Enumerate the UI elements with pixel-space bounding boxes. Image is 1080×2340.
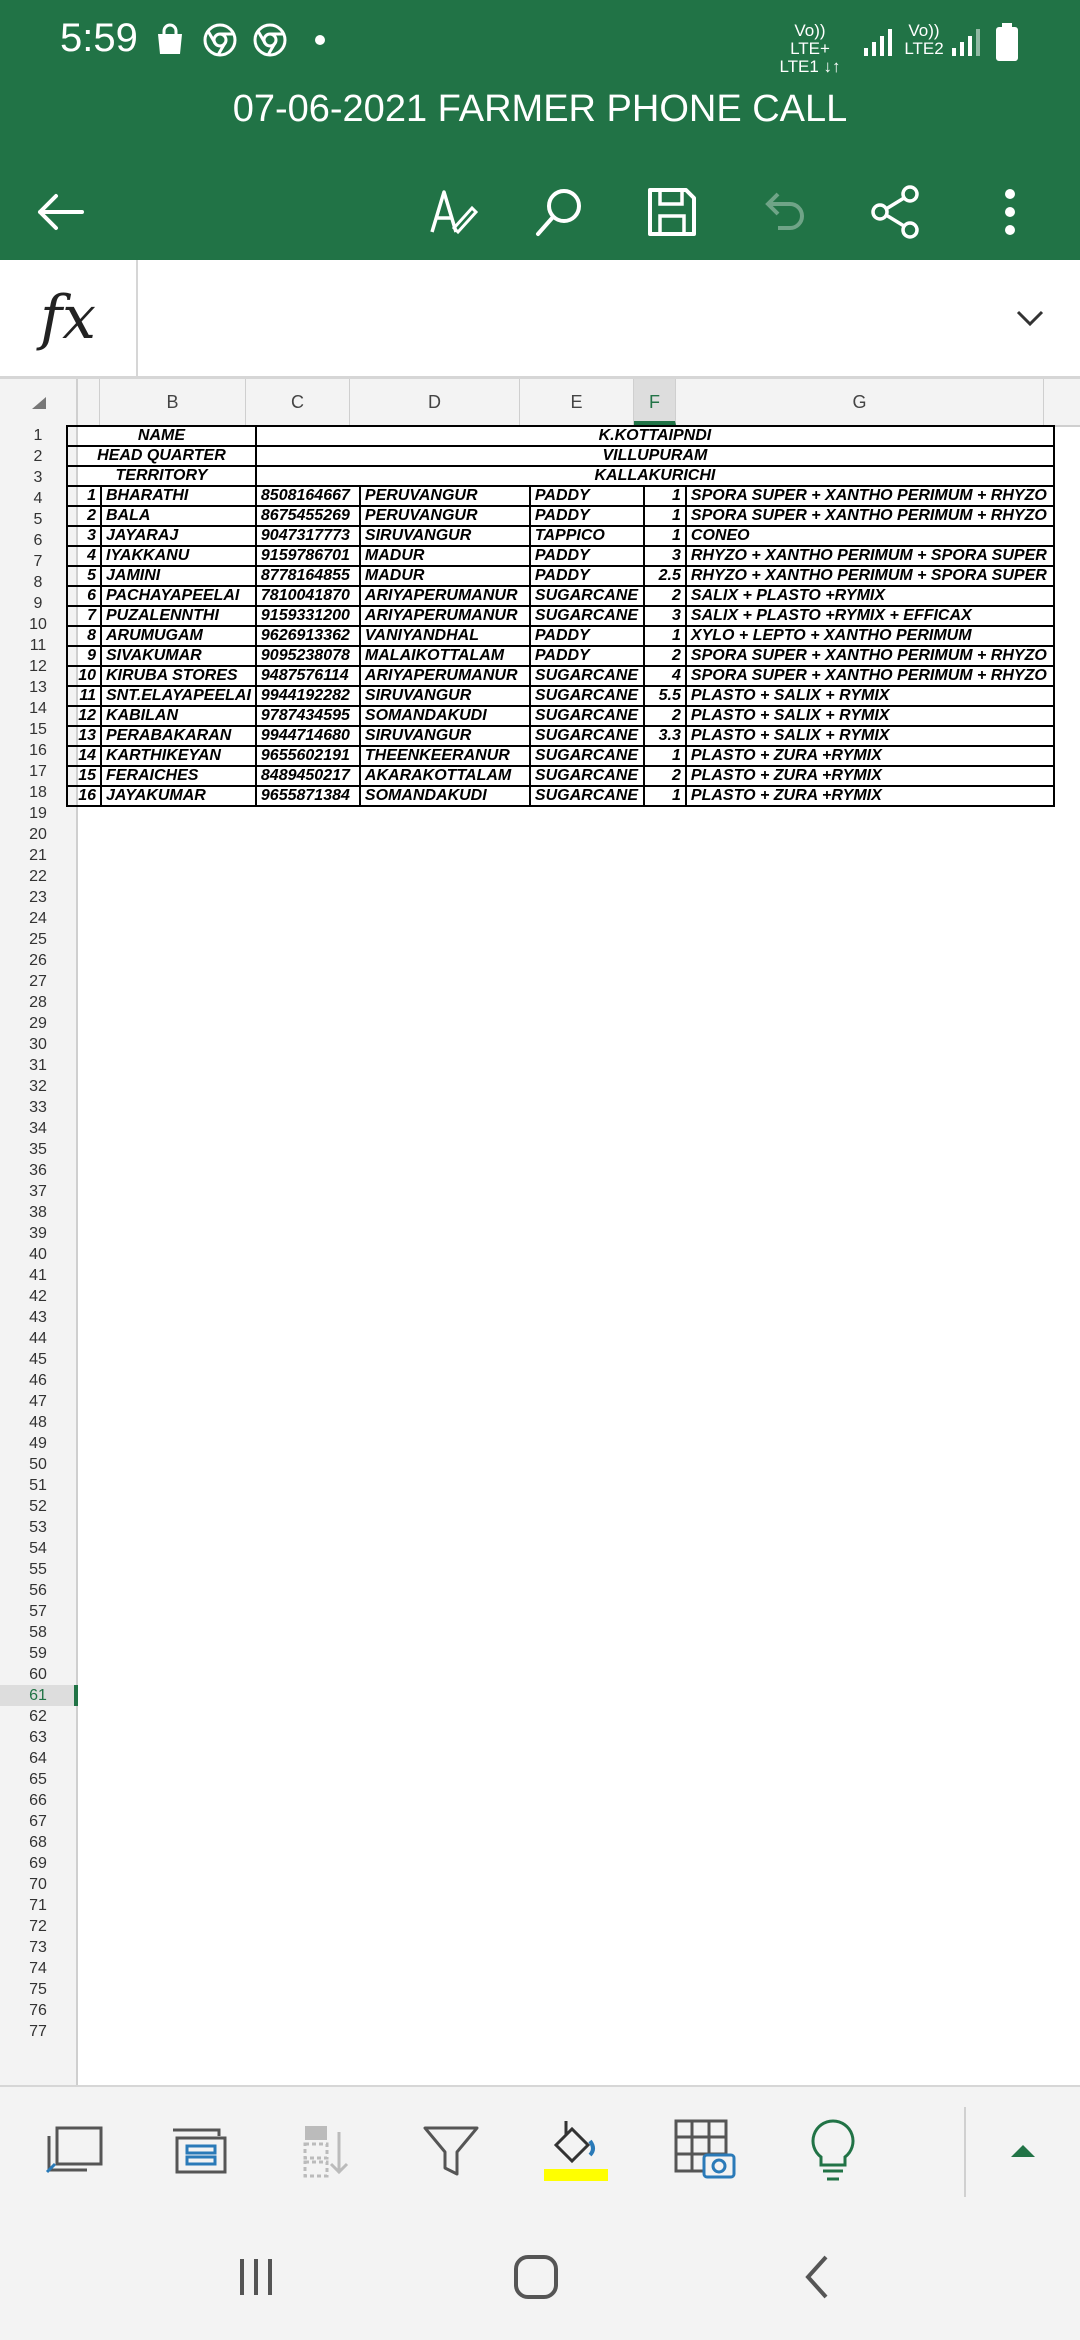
row-header[interactable]: 55 bbox=[29, 1561, 47, 1578]
sno-cell[interactable]: 15 bbox=[67, 766, 101, 786]
row-header[interactable]: 60 bbox=[29, 1666, 47, 1683]
status-bar bbox=[0, 0, 1080, 84]
sno-cell[interactable]: 1 bbox=[67, 486, 101, 506]
crop-cell[interactable]: PADDY bbox=[530, 566, 644, 586]
phone-cell[interactable]: 9655871384 bbox=[256, 786, 360, 806]
table-row bbox=[67, 566, 1054, 586]
row-header[interactable]: 69 bbox=[29, 1855, 47, 1872]
village-cell[interactable]: SOMANDAKUDI bbox=[360, 706, 530, 726]
document-title[interactable]: 07-06-2021 FARMER PHONE CALL bbox=[232, 88, 848, 130]
acre-cell[interactable]: 1 bbox=[644, 786, 686, 806]
phone-cell[interactable]: 8675455269 bbox=[256, 506, 360, 526]
chrome-icon bbox=[202, 22, 238, 58]
acre-cell[interactable]: 2 bbox=[644, 646, 686, 666]
village-cell[interactable]: MADUR bbox=[360, 566, 530, 586]
row-header[interactable]: 49 bbox=[29, 1435, 47, 1452]
search-button[interactable] bbox=[518, 170, 602, 254]
back-icon bbox=[798, 2252, 838, 2302]
name-cell[interactable]: JAMINI bbox=[101, 566, 256, 586]
phone-cell[interactable]: 8489450217 bbox=[256, 766, 360, 786]
row-header[interactable]: 27 bbox=[29, 973, 47, 990]
sno-cell[interactable]: 10 bbox=[67, 666, 101, 686]
village-cell[interactable]: ARIYAPERUMANUR bbox=[360, 586, 530, 606]
name-cell[interactable]: PERABAKARAN bbox=[101, 726, 256, 746]
sno-cell[interactable]: 3 bbox=[67, 526, 101, 546]
phone-cell[interactable]: 9487576114 bbox=[256, 666, 360, 686]
products-cell[interactable]: SPORA SUPER + XANTHO PERIMUM + RHYZO bbox=[686, 486, 1054, 506]
name-cell[interactable]: BHARATHI bbox=[101, 486, 256, 506]
products-cell[interactable]: PLASTO + SALIX + RYMIX bbox=[686, 726, 1054, 746]
table-row bbox=[67, 446, 1054, 466]
name-cell[interactable]: BALA bbox=[101, 506, 256, 526]
header-label-cell[interactable]: HEAD QUARTER bbox=[67, 446, 256, 466]
filter-button[interactable] bbox=[406, 2105, 496, 2195]
android-nav-bar bbox=[0, 2212, 1080, 2340]
ideas-lightbulb-icon bbox=[805, 2117, 861, 2183]
acre-cell[interactable]: 3 bbox=[644, 546, 686, 566]
sno-cell[interactable]: 8 bbox=[67, 626, 101, 646]
row-header[interactable]: 28 bbox=[29, 994, 47, 1011]
formula-bar bbox=[0, 260, 1080, 379]
acre-cell[interactable]: 1 bbox=[644, 506, 686, 526]
row-header[interactable]: 10 bbox=[29, 616, 47, 633]
row-header[interactable]: 29 bbox=[29, 1015, 47, 1032]
village-cell[interactable]: SIRUVANGUR bbox=[360, 726, 530, 746]
name-cell[interactable]: SNT.ELAYAPEELAI bbox=[101, 686, 256, 706]
insert-picture-button[interactable] bbox=[660, 2105, 750, 2195]
table-row bbox=[67, 466, 1054, 486]
sort-button[interactable] bbox=[280, 2105, 370, 2195]
name-cell[interactable]: KARTHIKEYAN bbox=[101, 746, 256, 766]
row-header[interactable]: 40 bbox=[29, 1246, 47, 1263]
products-cell[interactable]: PLASTO + SALIX + RYMIX bbox=[686, 686, 1054, 706]
sno-cell[interactable]: 6 bbox=[67, 586, 101, 606]
row-header[interactable]: 42 bbox=[29, 1288, 47, 1305]
sno-cell[interactable]: 2 bbox=[67, 506, 101, 526]
name-cell[interactable]: ARUMUGAM bbox=[101, 626, 256, 646]
phone-cell[interactable]: 9095238078 bbox=[256, 646, 360, 666]
crop-cell[interactable]: SUGARCANE bbox=[530, 766, 644, 786]
table-row bbox=[67, 666, 1054, 686]
row-header[interactable]: 2 bbox=[33, 448, 43, 465]
table-row bbox=[67, 506, 1054, 526]
village-cell[interactable]: ARIYAPERUMANUR bbox=[360, 666, 530, 686]
phone-cell[interactable]: 7810041870 bbox=[256, 586, 360, 606]
row-header[interactable]: 1 bbox=[33, 427, 43, 444]
table-row bbox=[67, 766, 1054, 786]
save-button[interactable] bbox=[630, 170, 714, 254]
products-cell[interactable]: XYLO + LEPTO + XANTHO PERIMUM bbox=[686, 626, 1054, 646]
name-cell[interactable]: PACHAYAPEELAI bbox=[101, 586, 256, 606]
table-row bbox=[67, 706, 1054, 726]
row-header[interactable]: 58 bbox=[29, 1624, 47, 1641]
crop-cell[interactable]: PADDY bbox=[530, 486, 644, 506]
crop-cell[interactable]: SUGARCANE bbox=[530, 726, 644, 746]
battery-icon bbox=[994, 22, 1020, 62]
row-header[interactable]: 74 bbox=[29, 1960, 47, 1977]
fill-color-button[interactable] bbox=[532, 2105, 622, 2195]
row-header[interactable]: 21 bbox=[29, 847, 47, 864]
insert-picture-icon bbox=[670, 2117, 740, 2183]
acre-cell[interactable]: 2 bbox=[644, 586, 686, 606]
name-cell[interactable]: SIVAKUMAR bbox=[101, 646, 256, 666]
crop-cell[interactable]: SUGARCANE bbox=[530, 586, 644, 606]
row-header[interactable]: 35 bbox=[29, 1141, 47, 1158]
recent-apps-button[interactable] bbox=[216, 2242, 296, 2312]
name-cell[interactable]: KIRUBA STORES bbox=[101, 666, 256, 686]
row-header[interactable]: 14 bbox=[29, 700, 47, 717]
home-icon bbox=[511, 2252, 561, 2302]
more-vertical-icon bbox=[1000, 184, 1020, 240]
row-header[interactable]: 70 bbox=[29, 1876, 47, 1893]
freeze-panes-button[interactable] bbox=[30, 2105, 120, 2195]
save-icon bbox=[644, 184, 700, 240]
row-header[interactable]: 66 bbox=[29, 1792, 47, 1809]
share-icon bbox=[868, 184, 924, 240]
row-header[interactable]: 6 bbox=[33, 532, 43, 549]
spreadsheet-grid[interactable] bbox=[0, 379, 1080, 2085]
row-header[interactable]: 62 bbox=[29, 1708, 47, 1725]
row-header[interactable]: 19 bbox=[29, 805, 47, 822]
products-cell[interactable]: SALIX + PLASTO +RYMIX + EFFICAX bbox=[686, 606, 1054, 626]
name-cell[interactable]: PUZALENNTHI bbox=[101, 606, 256, 626]
row-header[interactable]: 7 bbox=[33, 553, 43, 570]
recent-apps-icon bbox=[234, 2255, 278, 2299]
app-title-bar bbox=[0, 84, 1080, 260]
column-header-g[interactable]: G bbox=[676, 379, 1044, 425]
row-header[interactable]: 34 bbox=[29, 1120, 47, 1137]
back-arrow-icon bbox=[32, 190, 88, 234]
sim1-network bbox=[778, 22, 842, 76]
chevron-down-icon[interactable] bbox=[1010, 298, 1050, 338]
table-row bbox=[67, 686, 1054, 706]
table-row bbox=[67, 586, 1054, 606]
row-header[interactable]: 52 bbox=[29, 1498, 47, 1515]
table-row bbox=[67, 786, 1054, 806]
crop-cell[interactable]: SUGARCANE bbox=[530, 686, 644, 706]
undo-icon bbox=[756, 184, 812, 240]
name-cell[interactable]: FERAICHES bbox=[101, 766, 256, 786]
row-header[interactable]: 57 bbox=[29, 1603, 47, 1620]
products-cell[interactable]: PLASTO + ZURA +RYMIX bbox=[686, 786, 1054, 806]
products-cell[interactable]: PLASTO + ZURA +RYMIX bbox=[686, 746, 1054, 766]
nav-back-button[interactable] bbox=[778, 2242, 858, 2312]
row-header[interactable]: 16 bbox=[29, 742, 47, 759]
row-header[interactable]: 30 bbox=[29, 1036, 47, 1053]
fill-color-icon bbox=[542, 2117, 612, 2183]
acre-cell[interactable]: 3 bbox=[644, 606, 686, 626]
row-header[interactable]: 25 bbox=[29, 931, 47, 948]
row-header[interactable]: 54 bbox=[29, 1540, 47, 1557]
row-header[interactable]: 76 bbox=[29, 2002, 47, 2019]
phone-cell[interactable]: 9655602191 bbox=[256, 746, 360, 766]
table-row bbox=[67, 486, 1054, 506]
home-button[interactable] bbox=[496, 2242, 576, 2312]
sno-cell[interactable]: 4 bbox=[67, 546, 101, 566]
village-cell[interactable]: VANIYANDHAL bbox=[360, 626, 530, 646]
row-header[interactable]: 8 bbox=[33, 574, 43, 591]
crop-cell[interactable]: SUGARCANE bbox=[530, 706, 644, 726]
header-value-cell[interactable]: K.KOTTAIPNDI bbox=[256, 426, 1054, 446]
column-header-b[interactable]: B bbox=[100, 379, 246, 425]
sno-cell[interactable]: 5 bbox=[67, 566, 101, 586]
acre-cell[interactable]: 3.3 bbox=[644, 726, 686, 746]
header-value-cell[interactable]: VILLUPURAM bbox=[256, 446, 1054, 466]
undo-button[interactable] bbox=[742, 170, 826, 254]
village-cell[interactable]: AKARAKOTTALAM bbox=[360, 766, 530, 786]
sim1-top-label: Vo)) LTE+ bbox=[790, 21, 830, 58]
row-header[interactable]: 36 bbox=[29, 1162, 47, 1179]
phone-cell[interactable]: 9944714680 bbox=[256, 726, 360, 746]
sheets-icon bbox=[167, 2122, 231, 2178]
products-cell[interactable]: SPORA SUPER + XANTHO PERIMUM + RHYZO bbox=[686, 506, 1054, 526]
products-cell[interactable]: PLASTO + ZURA +RYMIX bbox=[686, 766, 1054, 786]
phone-cell[interactable]: 9944192282 bbox=[256, 686, 360, 706]
row-header[interactable]: 12 bbox=[29, 658, 47, 675]
row-header[interactable]: 22 bbox=[29, 868, 47, 885]
row-header[interactable]: 61 bbox=[0, 1685, 76, 1706]
crop-cell[interactable]: PADDY bbox=[530, 546, 644, 566]
phone-cell[interactable]: 9787434595 bbox=[256, 706, 360, 726]
select-all-corner[interactable] bbox=[0, 379, 78, 425]
signal-icon bbox=[950, 26, 982, 58]
village-cell[interactable]: PERUVANGUR bbox=[360, 486, 530, 506]
row-header[interactable]: 46 bbox=[29, 1372, 47, 1389]
table-row bbox=[67, 626, 1054, 646]
row-header[interactable]: 68 bbox=[29, 1834, 47, 1851]
expand-up-icon bbox=[1008, 2140, 1038, 2160]
acre-cell[interactable]: 1 bbox=[644, 746, 686, 766]
products-cell[interactable]: CONEO bbox=[686, 526, 1054, 546]
table-row bbox=[67, 726, 1054, 746]
acre-cell[interactable]: 2 bbox=[644, 766, 686, 786]
row-header[interactable]: 53 bbox=[29, 1519, 47, 1536]
column-header-bar bbox=[0, 379, 1080, 427]
fx-label[interactable]: fx bbox=[0, 260, 138, 376]
acre-cell[interactable]: 4 bbox=[644, 666, 686, 686]
row-header[interactable]: 56 bbox=[29, 1582, 47, 1599]
phone-cell[interactable]: 8778164855 bbox=[256, 566, 360, 586]
header-label-cell[interactable]: NAME bbox=[67, 426, 256, 446]
phone-cell[interactable]: 9159331200 bbox=[256, 606, 360, 626]
row-header[interactable]: 39 bbox=[29, 1225, 47, 1242]
header-label-cell[interactable]: TERRITORY bbox=[67, 466, 256, 486]
column-header-e[interactable]: E bbox=[520, 379, 634, 425]
row-header[interactable]: 44 bbox=[29, 1330, 47, 1347]
back-button[interactable] bbox=[18, 170, 102, 254]
acre-cell[interactable]: 1 bbox=[644, 626, 686, 646]
crop-cell[interactable]: SUGARCANE bbox=[530, 746, 644, 766]
row-header[interactable]: 64 bbox=[29, 1750, 47, 1767]
row-header[interactable]: 17 bbox=[29, 763, 47, 780]
table-row bbox=[67, 526, 1054, 546]
column-header-a[interactable] bbox=[78, 379, 100, 425]
name-cell[interactable]: JAYARAJ bbox=[101, 526, 256, 546]
table-row bbox=[67, 606, 1054, 626]
toolbar-divider bbox=[964, 2107, 966, 2197]
row-header[interactable]: 18 bbox=[29, 784, 47, 801]
draw-pen-icon bbox=[424, 184, 480, 240]
expand-toolbar-button[interactable] bbox=[978, 2105, 1068, 2195]
acre-cell[interactable]: 5.5 bbox=[644, 686, 686, 706]
sno-cell[interactable]: 16 bbox=[67, 786, 101, 806]
crop-cell[interactable]: TAPPICO bbox=[530, 526, 644, 546]
column-header-f[interactable]: F bbox=[634, 379, 676, 425]
acre-cell[interactable]: 2.5 bbox=[644, 566, 686, 586]
sno-cell[interactable]: 9 bbox=[67, 646, 101, 666]
row-header[interactable]: 65 bbox=[29, 1771, 47, 1788]
row-header[interactable]: 5 bbox=[33, 511, 43, 528]
village-cell[interactable]: ARIYAPERUMANUR bbox=[360, 606, 530, 626]
village-cell[interactable]: SOMANDAKUDI bbox=[360, 786, 530, 806]
data-table bbox=[66, 425, 1055, 807]
crop-cell[interactable]: PADDY bbox=[530, 506, 644, 526]
sno-cell[interactable]: 14 bbox=[67, 746, 101, 766]
table-row bbox=[67, 746, 1054, 766]
row-header[interactable]: 32 bbox=[29, 1078, 47, 1095]
filter-icon bbox=[419, 2122, 483, 2178]
row-header[interactable]: 37 bbox=[29, 1183, 47, 1200]
more-options-button[interactable] bbox=[968, 170, 1052, 254]
sim1-bottom-label: LTE1 ↓↑ bbox=[779, 57, 841, 76]
row-header[interactable]: 33 bbox=[29, 1099, 47, 1116]
sim2-network bbox=[900, 22, 948, 58]
select-all-triangle-icon bbox=[32, 397, 46, 409]
column-header-c[interactable]: C bbox=[246, 379, 350, 425]
sim2-bottom-label: LTE2 bbox=[904, 39, 944, 58]
table-row bbox=[67, 426, 1054, 446]
sno-cell[interactable]: 7 bbox=[67, 606, 101, 626]
search-icon bbox=[532, 184, 588, 240]
row-header[interactable]: 41 bbox=[29, 1267, 47, 1284]
chrome-icon bbox=[252, 22, 288, 58]
name-cell[interactable]: KABILAN bbox=[101, 706, 256, 726]
row-header[interactable]: 48 bbox=[29, 1414, 47, 1431]
row-header[interactable]: 67 bbox=[29, 1813, 47, 1830]
name-cell[interactable]: JAYAKUMAR bbox=[101, 786, 256, 806]
row-header[interactable]: 59 bbox=[29, 1645, 47, 1662]
village-cell[interactable]: PERUVANGUR bbox=[360, 506, 530, 526]
header-value-cell[interactable]: KALLAKURICHI bbox=[256, 466, 1054, 486]
signal-icon bbox=[862, 26, 894, 58]
crop-cell[interactable]: PADDY bbox=[530, 626, 644, 646]
sim2-top-label: Vo)) bbox=[908, 21, 940, 40]
sheets-button[interactable] bbox=[154, 2105, 244, 2195]
row-header[interactable]: 38 bbox=[29, 1204, 47, 1221]
phone-cell[interactable]: 8508164667 bbox=[256, 486, 360, 506]
name-cell[interactable]: IYAKKANU bbox=[101, 546, 256, 566]
table-row bbox=[67, 546, 1054, 566]
phone-cell[interactable]: 9159786701 bbox=[256, 546, 360, 566]
products-cell[interactable]: SPORA SUPER + XANTHO PERIMUM + RHYZO bbox=[686, 666, 1054, 686]
acre-cell[interactable]: 2 bbox=[644, 706, 686, 726]
row-header[interactable]: 75 bbox=[29, 1981, 47, 1998]
village-cell[interactable]: THEENKEERANUR bbox=[360, 746, 530, 766]
bottom-toolbar bbox=[0, 2085, 1080, 2214]
row-header[interactable]: 73 bbox=[29, 1939, 47, 1956]
draw-button[interactable] bbox=[410, 170, 494, 254]
village-cell[interactable]: MADUR bbox=[360, 546, 530, 566]
crop-cell[interactable]: SUGARCANE bbox=[530, 666, 644, 686]
row-header[interactable]: 77 bbox=[29, 2023, 47, 2040]
products-cell[interactable]: SALIX + PLASTO +RYMIX bbox=[686, 586, 1054, 606]
products-cell[interactable]: RHYZO + XANTHO PERIMUM + SPORA SUPER bbox=[686, 566, 1054, 586]
row-header[interactable]: 45 bbox=[29, 1351, 47, 1368]
row-header[interactable]: 13 bbox=[29, 679, 47, 696]
row-header[interactable]: 24 bbox=[29, 910, 47, 927]
row-header[interactable]: 15 bbox=[29, 721, 47, 738]
column-header-d[interactable]: D bbox=[350, 379, 520, 425]
row-header[interactable]: 23 bbox=[29, 889, 47, 906]
shopping-bag-icon bbox=[152, 22, 188, 58]
acre-cell[interactable]: 1 bbox=[644, 486, 686, 506]
village-cell[interactable]: SIRUVANGUR bbox=[360, 526, 530, 546]
ideas-button[interactable] bbox=[788, 2105, 878, 2195]
sno-cell[interactable]: 12 bbox=[67, 706, 101, 726]
row-header[interactable]: 4 bbox=[33, 490, 43, 507]
acre-cell[interactable]: 1 bbox=[644, 526, 686, 546]
sort-icon bbox=[293, 2122, 357, 2178]
crop-cell[interactable]: SUGARCANE bbox=[530, 606, 644, 626]
row-header[interactable]: 26 bbox=[29, 952, 47, 969]
row-header[interactable]: 63 bbox=[29, 1729, 47, 1746]
dot-icon bbox=[310, 22, 346, 58]
products-cell[interactable]: RHYZO + XANTHO PERIMUM + SPORA SUPER bbox=[686, 546, 1054, 566]
row-header[interactable]: 71 bbox=[29, 1897, 47, 1914]
row-header[interactable]: 20 bbox=[29, 826, 47, 843]
village-cell[interactable]: SIRUVANGUR bbox=[360, 686, 530, 706]
products-cell[interactable]: SPORA SUPER + XANTHO PERIMUM + RHYZO bbox=[686, 646, 1054, 666]
phone-cell[interactable]: 9047317773 bbox=[256, 526, 360, 546]
status-time: 5:59 bbox=[60, 16, 138, 60]
phone-cell[interactable]: 9626913362 bbox=[256, 626, 360, 646]
row-header[interactable]: 11 bbox=[29, 637, 47, 654]
village-cell[interactable]: MALAIKOTTALAM bbox=[360, 646, 530, 666]
row-header[interactable]: 47 bbox=[29, 1393, 47, 1410]
row-header[interactable]: 50 bbox=[29, 1456, 47, 1473]
crop-cell[interactable]: SUGARCANE bbox=[530, 786, 644, 806]
products-cell[interactable]: PLASTO + SALIX + RYMIX bbox=[686, 706, 1054, 726]
row-header[interactable]: 72 bbox=[29, 1918, 47, 1935]
sno-cell[interactable]: 11 bbox=[67, 686, 101, 706]
row-header[interactable]: 51 bbox=[29, 1477, 47, 1494]
sno-cell[interactable]: 13 bbox=[67, 726, 101, 746]
row-header[interactable]: 31 bbox=[29, 1057, 47, 1074]
freeze-panes-icon bbox=[43, 2122, 107, 2178]
table-row bbox=[67, 646, 1054, 666]
row-header[interactable]: 9 bbox=[33, 595, 43, 612]
crop-cell[interactable]: PADDY bbox=[530, 646, 644, 666]
formula-input[interactable] bbox=[150, 290, 980, 346]
row-header[interactable]: 3 bbox=[33, 469, 43, 486]
share-button[interactable] bbox=[854, 170, 938, 254]
row-header[interactable]: 43 bbox=[29, 1309, 47, 1326]
